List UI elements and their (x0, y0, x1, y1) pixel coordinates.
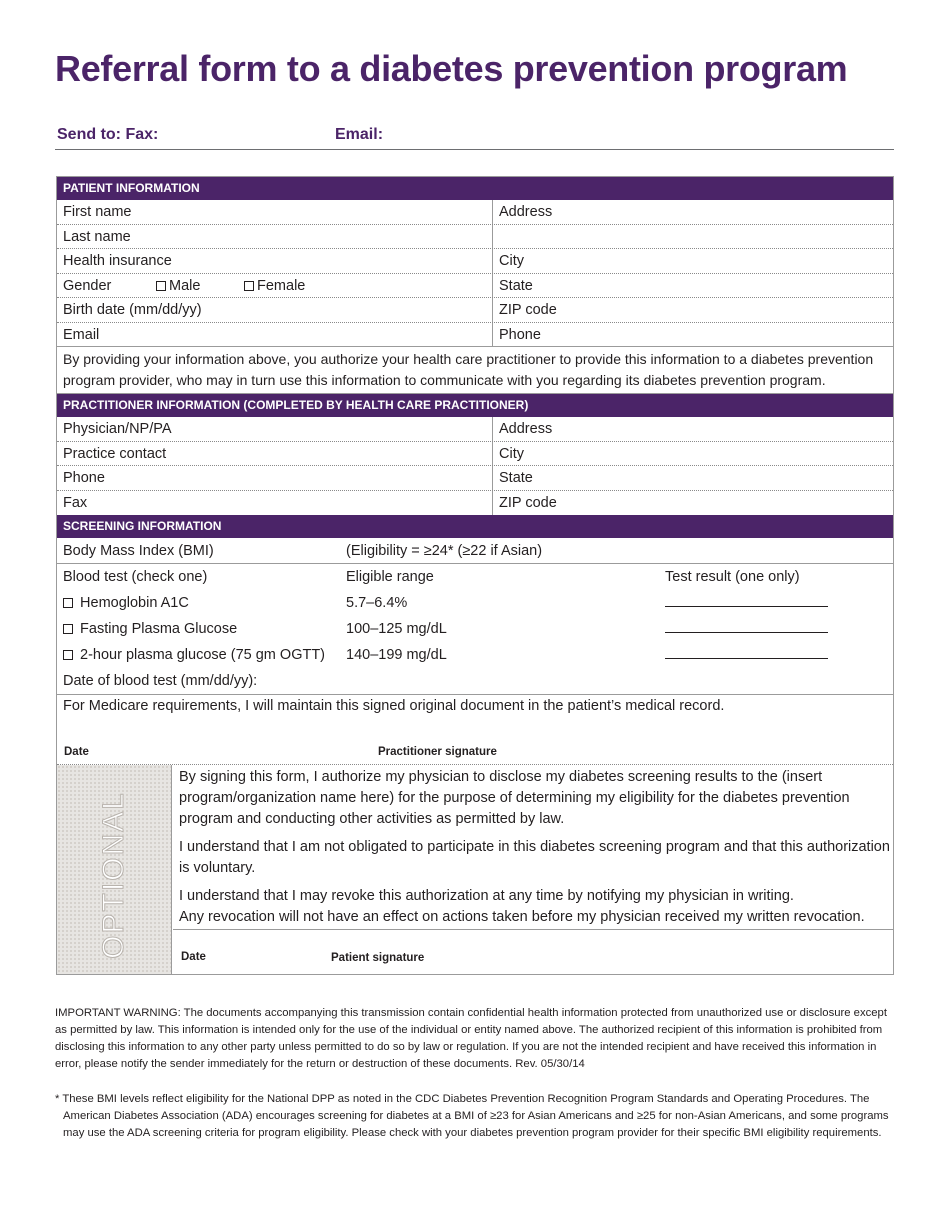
health-insurance-field[interactable] (57, 249, 493, 273)
patient-address-line2-field[interactable] (493, 225, 893, 249)
physician-field[interactable] (57, 417, 493, 441)
practice-contact-field[interactable] (57, 442, 493, 466)
revocation-paragraph (173, 886, 865, 928)
eligible-range-label: Eligible range (346, 569, 434, 585)
gender-field (57, 274, 493, 298)
practitioner-address-field[interactable] (493, 417, 893, 441)
option-label: Male (169, 277, 201, 294)
field-label: Fax (63, 494, 88, 511)
patient-address-field[interactable] (493, 200, 893, 224)
bmi-row[interactable] (57, 538, 893, 564)
practitioner-row (57, 491, 893, 516)
first-name-field[interactable] (57, 200, 493, 224)
blood-test-label: Blood test (check one) (63, 569, 208, 585)
field-label: Practice contact (63, 445, 167, 462)
hemoglobin-a1c-option[interactable] (63, 590, 189, 616)
field-label: Email (63, 326, 100, 343)
field-label: Health insurance (63, 253, 172, 269)
bmi-label: Body Mass Index (BMI) (63, 543, 214, 559)
bmi-eligibility: (Eligibility = ≥24* (≥22 if Asian) (346, 543, 543, 559)
field-label: Address (499, 421, 553, 437)
checkbox-icon[interactable] (63, 624, 73, 634)
test-range: 5.7–6.4% (346, 595, 408, 611)
patient-phone-field[interactable] (493, 323, 893, 347)
optional-label: OPTIONAL (97, 791, 130, 959)
field-label: City (499, 445, 524, 462)
field-label: Last name (63, 228, 131, 245)
field-label: Gender (63, 277, 112, 294)
screening-info-header: SCREENING INFORMATION (57, 515, 893, 538)
option-label: Female (257, 277, 306, 294)
birth-date-field[interactable] (57, 298, 493, 322)
practitioner-row (57, 442, 893, 467)
field-label: First name (63, 204, 132, 220)
field-label: ZIP code (499, 494, 557, 511)
practitioner-signature-label[interactable]: Practitioner signature (378, 746, 497, 758)
ogtt-option[interactable] (63, 642, 325, 668)
referral-form-table (56, 176, 894, 975)
send-to-line[interactable] (55, 124, 894, 150)
test-name: Fasting Plasma Glucose (80, 621, 238, 637)
gender-female-option[interactable] (244, 274, 305, 298)
checkbox-icon[interactable] (244, 281, 254, 291)
practitioner-city-field[interactable] (493, 442, 893, 466)
blood-test-header-row (57, 564, 893, 590)
practitioner-zip-field[interactable] (493, 491, 893, 516)
patient-city-field[interactable] (493, 249, 893, 273)
patient-zip-field[interactable] (493, 298, 893, 322)
field-label: Birth date (mm/dd/yy) (63, 302, 202, 318)
practitioner-row (57, 466, 893, 491)
practitioner-state-field[interactable] (493, 466, 893, 490)
test-result-label: Test result (one only) (665, 569, 800, 585)
test-range: 140–199 mg/dL (346, 647, 447, 663)
patient-row (57, 298, 893, 323)
practitioner-info-header: PRACTITIONER INFORMATION (COMPLETED BY HEALTH CARE PRACTITIONER) (57, 394, 893, 417)
patient-email-field[interactable] (57, 323, 493, 347)
confidentiality-warning: IMPORTANT WARNING: The documents accompanying this transmission contain confidential health information protected from unauthorized use or disclosure except as permitted by law. This information is intended only for the use of the individual or entity named above. The authorized recipient of this information is prohibited from disclosing this information to any other party unless permitted to do so by law or regulation. If you are not the intended recipient and have received this information in error, please notify the sender immediately for the return or destruction of these documents. Rev. 05/30/14 (55, 1007, 887, 1070)
result-line[interactable] (665, 619, 828, 633)
patient-info-header: PATIENT INFORMATION (57, 177, 893, 200)
patient-signature-label[interactable]: Patient signature (331, 952, 425, 964)
blood-test-row (57, 616, 893, 642)
field-label: Phone (499, 326, 541, 343)
email-label: Email: (335, 126, 384, 143)
result-line[interactable] (665, 593, 828, 607)
practitioner-date-label[interactable]: Date (64, 746, 89, 758)
test-name: 2-hour plasma glucose (75 gm OGTT) (80, 647, 326, 663)
field-label: Physician/NP/PA (63, 421, 172, 437)
patient-signature-divider (173, 929, 893, 930)
patient-consent-notice: By providing your information above, you authorize your health care practitioner to provide this information to a diabetes prevention program provider, who may in turn use this information to communicate with you regarding its diabetes prevention program. (57, 347, 893, 394)
voluntary-paragraph: I understand that I am not obligated to participate in this diabetes screening program and that this authorization is voluntary. (179, 839, 890, 876)
authorization-paragraph: By signing this form, I authorize my physician to disclose my diabetes screening results to the (insert program/organization name here) for the purpose of determining my eligibility for the diabetes prevention program and conducting other activities as permitted by law. (179, 769, 850, 827)
gender-male-option[interactable] (156, 274, 200, 298)
blood-test-date-label: Date of blood test (mm/dd/yy): (63, 673, 258, 689)
revocation-line-1: I understand that I may revoke this authorization at any time by notifying my physician in writing. (179, 888, 794, 904)
bmi-footnote: * These BMI levels reflect eligibility for the National DPP as noted in the CDC Diabetes Prevention Recognition Program Standards and Operating Procedures. The American Diabetes Association (ADA) encourages screening for diabetes at a BMI of ≥23 for Asian Americans and ≥25 for non-Asian Americans, and some programs may use the ADA screening criteria for program eligibility. Please check with your diabetes prevention program provider for their specific BMI eligibility requirements. (55, 1093, 889, 1139)
practitioner-phone-field[interactable] (57, 466, 493, 490)
field-label: Address (499, 204, 553, 220)
optional-body (173, 765, 893, 974)
fasting-glucose-option[interactable] (63, 616, 237, 642)
patient-row (57, 323, 893, 348)
checkbox-icon[interactable] (63, 598, 73, 608)
test-name: Hemoglobin A1C (80, 595, 189, 611)
field-label: ZIP code (499, 302, 557, 318)
field-label: State (499, 277, 533, 294)
practitioner-row (57, 417, 893, 442)
patient-date-label[interactable]: Date (181, 951, 206, 963)
optional-authorization-section (57, 765, 893, 974)
fax-label: Send to: Fax: (57, 126, 159, 143)
field-label: Phone (63, 470, 105, 486)
patient-row (57, 200, 893, 225)
patient-row (57, 274, 893, 299)
practitioner-signature-block (57, 694, 893, 765)
medicare-statement: For Medicare requirements, I will maintain this signed original document in the patient’s medical record. (63, 698, 725, 714)
result-line[interactable] (665, 645, 828, 659)
blood-test-row (57, 590, 893, 616)
revocation-line-2: Any revocation will not have an effect on actions taken before my physician received my written revocation. (179, 909, 865, 925)
patient-row (57, 225, 893, 250)
blood-test-row (57, 642, 893, 668)
test-result-blank[interactable] (665, 590, 828, 616)
field-label: State (499, 470, 533, 486)
last-name-field[interactable] (57, 225, 493, 249)
patient-state-field[interactable] (493, 274, 893, 298)
test-result-blank[interactable] (665, 616, 828, 642)
practitioner-fax-field[interactable] (57, 491, 493, 516)
checkbox-icon[interactable] (156, 281, 166, 291)
field-label: City (499, 253, 524, 269)
patient-row (57, 249, 893, 274)
blood-test-date-row[interactable] (57, 668, 893, 694)
page-title: Referral form to a diabetes prevention program (55, 48, 848, 89)
test-range: 100–125 mg/dL (346, 621, 447, 637)
checkbox-icon[interactable] (63, 650, 73, 660)
optional-side-panel (57, 765, 172, 974)
test-result-blank[interactable] (665, 642, 828, 668)
